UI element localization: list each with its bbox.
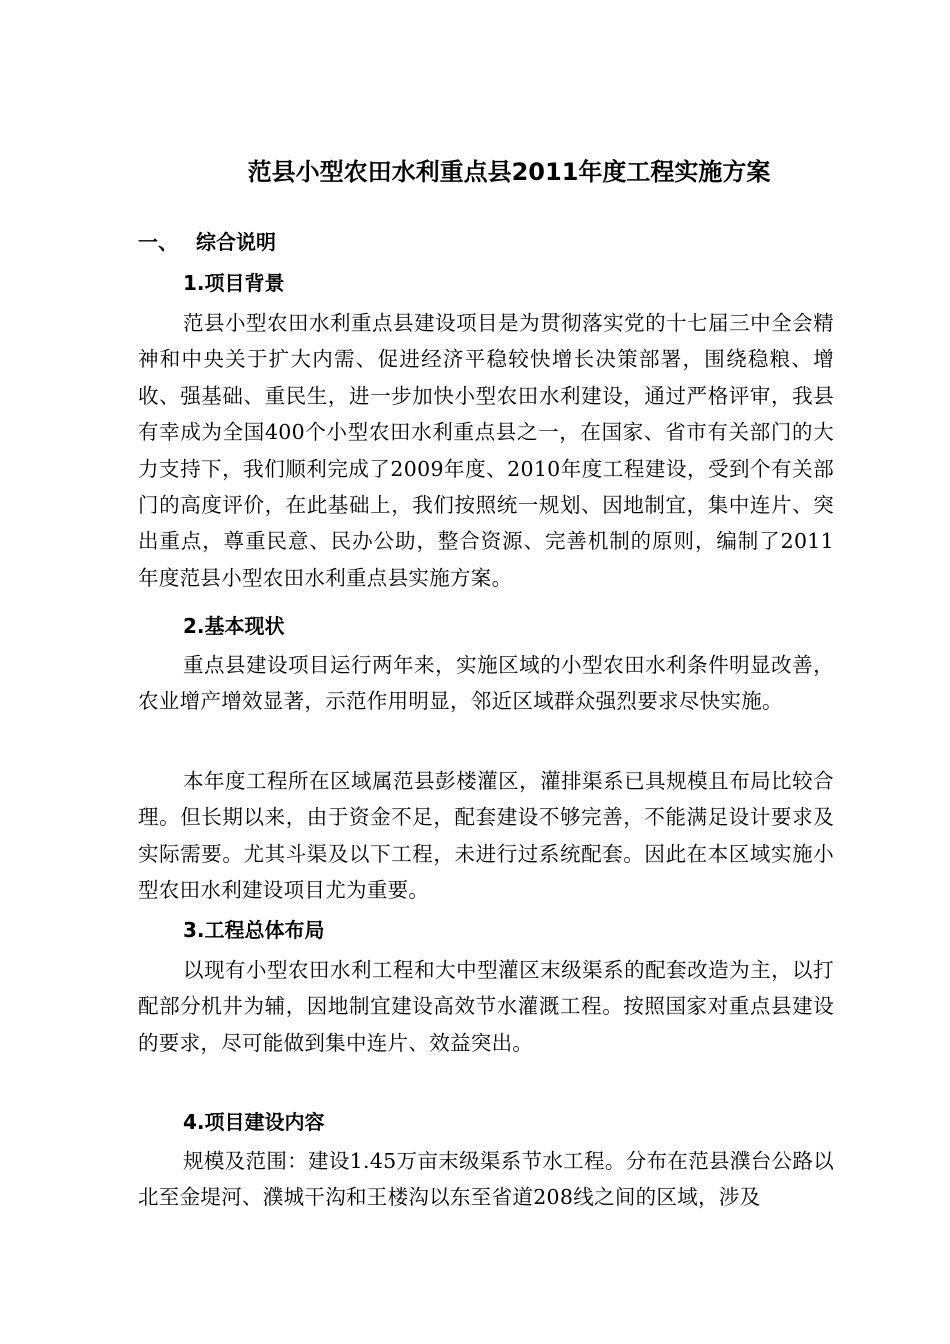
document-title: 范县小型农田水利重点县2011年度工程实施方案	[247, 158, 771, 186]
subsection-heading-status: 2.基本现状	[183, 614, 285, 638]
paragraph-status-1: 重点县建设项目运行两年来，实施区域的小型农田水利条件明显改善，农业增产增效显著，示范作用明显，邻近区域群众强烈要求尽快实施。	[138, 653, 834, 714]
section-heading	[138, 222, 276, 262]
section-title: 综合说明	[196, 230, 276, 254]
subsection-heading-background: 1.项目背景	[183, 271, 285, 295]
paragraph-status-2: 本年度工程所在区域属范县彭楼灌区，灌排渠系已具规模且布局比较合理。但长期以来，由于资金不足，配套建设不够完善，不能满足设计要求及实际需要。尤其斗渠及以下工程，未进行过系统配套。因此在本区域实施小型农田水利建设项目尤为重要。	[138, 769, 834, 903]
section-number: 一、	[138, 230, 178, 254]
paragraph-content: 规模及范围：建设1.45万亩末级渠系节水工程。分布在范县濮台公路以北至金堤河、濮城干沟和王楼沟以东至省道208线之间的区域，涉及	[138, 1149, 834, 1210]
subsection-heading-content: 4.项目建设内容	[183, 1110, 325, 1134]
paragraph-background: 范县小型农田水利重点县建设项目是为贯彻落实党的十七届三中全会精神和中央关于扩大内需、促进经济平稳较快增长决策部署，围绕稳粮、增收、强基础、重民生，进一步加快小型农田水利建设，通过严格评审，我县有幸成为全国400个小型农田水利重点县之一，在国家、省市有关部门的大力支持下，我们顺利完成了2009年度、2010年度工程建设，受到个有关部门的高度评价，在此基础上，我们按照统一规划、因地制宜，集中连片、突出重点，尊重民意、民办公助，整合资源、完善机制的原则，编制了2011年度范县小型农田水利重点县实施方案。	[138, 311, 834, 590]
paragraph-layout: 以现有小型农田水利工程和大中型灌区末级渠系的配套改造为主，以打配部分机井为辅，因地制宜建设高效节水灌溉工程。按照国家对重点县建设的要求，尽可能做到集中连片、效益突出。	[138, 958, 834, 1055]
subsection-heading-layout: 3.工程总体布局	[183, 918, 325, 942]
